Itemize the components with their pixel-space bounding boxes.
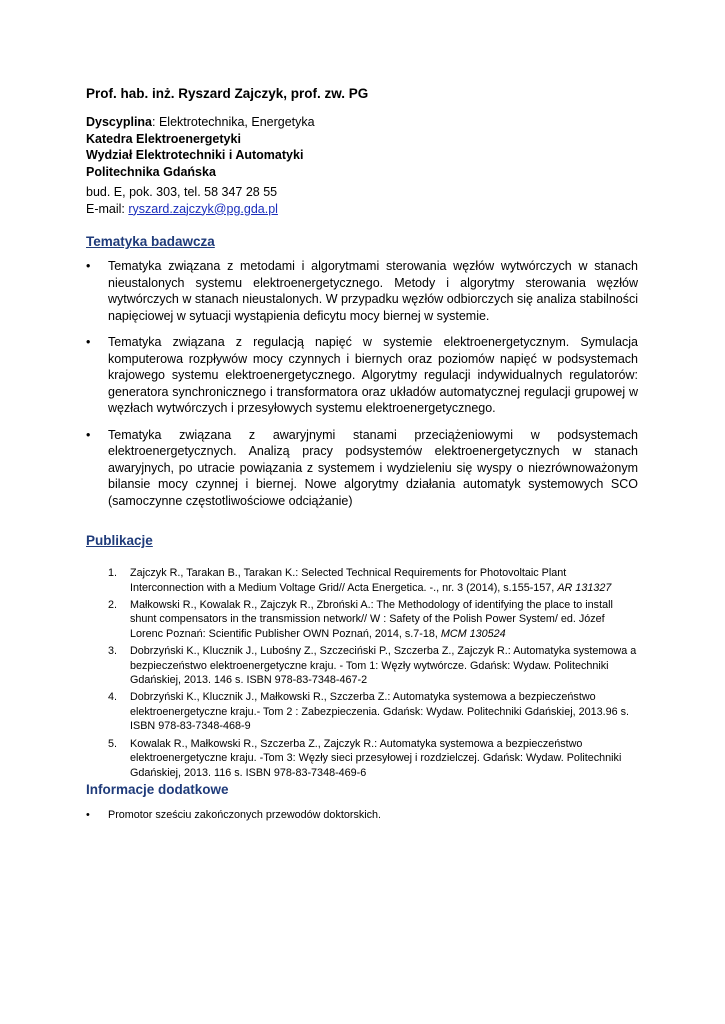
- list-item: 4. Dobrzyński K., Klucznik J., Małkowski R., Szczerba Z.: Automatyka systemowa a bezpieczeństwo elektroenergetyczne kraju.- Tom 2 : Zabezpieczenia. Gdańsk: Wydaw. Politechniki Gdańskiej, 2013.96 s. ISBN 978-83-7348-468-9: [108, 691, 630, 733]
- list-item: • Promotor sześciu zakończonych przewodów doktorskich.: [86, 809, 382, 821]
- bullet-icon: •: [86, 335, 91, 349]
- research-heading: Tematyka badawcza: [86, 234, 215, 249]
- department: Katedra Elektroenergetyki: [86, 131, 241, 146]
- list-item: 5. Kowalak R., Małkowski R., Szczerba Z., Zajczyk R.: Automatyka systemowa a bezpieczeństwo elektroenergetyczne kraju. -Tom 3: Węzły sieci przesyłowej i rozdzielczej. Gdańsk: Wydaw. Politechniki Gdańskiej, 2013. 116 s. ISBN 978-83-7348-469-6: [108, 737, 622, 779]
- discipline-label: Dyscyplina: [86, 115, 153, 129]
- discipline-value: : Elektrotechnika, Energetyka: [152, 115, 315, 129]
- research-list: [86, 258, 638, 519]
- additional-info-list: [86, 808, 638, 822]
- office-line: bud. E, pok. 303, tel. 58 347 28 55: [86, 185, 278, 199]
- bullet-icon: •: [86, 259, 91, 273]
- list-item: • Tematyka związana z regulacją napięć w systemie elektroenergetycznym. Symulacja komputerowa rozpływów mocy czynnych i biernych oraz poziomów napięć w podsystemach krajowego systemu elektroenergetycznego. Algorytmy regulacji indywidualnych regulatorów: generatora synchronicznego i transformatora oraz układów automatycznej regulacji grupowej w węzłach wytwórczych i przesyłowych systemu elektroenergetycznego.: [86, 335, 638, 415]
- list-item: • Tematyka związana z awaryjnymi stanami przeciążeniowymi w podsystemach elektroenergetycznych. Analizą pracy podsystemów elektroenergetycznych w stanach awaryjnych, po utracie powiązania z systemem i wydzieleniu się wyspy o niezrównoważonym bilansie mocy czynnej i biernej. Nowe algorytmy działania automatyk systemowych SCO (samoczynne częstotliwościowe odciążanie): [86, 427, 638, 508]
- bullet-icon: •: [86, 427, 91, 442]
- email-label: E-mail:: [86, 201, 129, 216]
- bullet-icon: •: [86, 809, 90, 821]
- list-item: 1. Zajczyk R., Tarakan B., Tarakan K.: Selected Technical Requirements for Photovoltaic Plant Interconnection with a Medium Voltage Grid// Acta Energetica. -., nr. 3 (2014), s.155-157, AR 131327: [108, 567, 612, 594]
- publications-list: [108, 566, 638, 783]
- university: Politechnika Gdańska: [86, 164, 216, 179]
- email-line: [86, 201, 646, 218]
- additional-info-heading: Informacje dodatkowe: [86, 782, 229, 797]
- list-item: • Tematyka związana z metodami i algorytmami sterowania węzłów wytwórczych w stanach nieustalonych systemu elektroenergetycznego. Metody i algorytmy sterowania węzłów wytwórczych w stanach nieustalonych. W przypadku węzłów odbiorczych się analiza stabilności napięciowej w sytuacji wystąpienia deficytu mocy biernej w systemie.: [86, 259, 638, 323]
- author-name: Prof. hab. inż. Ryszard Zajczyk, prof. zw. PG: [86, 86, 369, 101]
- contact-block: [86, 184, 646, 217]
- publications-heading: Publikacje: [86, 533, 153, 548]
- list-item: 3. Dobrzyński K., Klucznik J., Lubośny Z., Szczeciński P., Szczerba Z., Zajczyk R.: Automatyka systemowa a bezpieczeństwo elektroenergetyczne kraju. - Tom 1: Węzły wytwórcze. Gdańsk: Wydaw. Politechniki Gdańskiej, 2013. 146 s. ISBN 978-83-7348-467-2: [108, 644, 637, 687]
- affiliation-block: [86, 114, 646, 180]
- discipline-line: [86, 114, 646, 131]
- list-item: 2. Małkowski R., Kowalak R., Zajczyk R., Zbroński A.: The Methodology of identifying the place to install shunt compensators in the transmission network// W : Safety of the Polish Power System/ ed. Józef Lorenc Poznań: Scientific Publisher OWN Poznań, 2014, s.7-18, MCM 130524: [108, 598, 613, 640]
- email-link[interactable]: ryszard.zajczyk@pg.gda.pl: [128, 201, 278, 216]
- faculty: Wydział Elektrotechniki i Automatyki: [86, 148, 304, 162]
